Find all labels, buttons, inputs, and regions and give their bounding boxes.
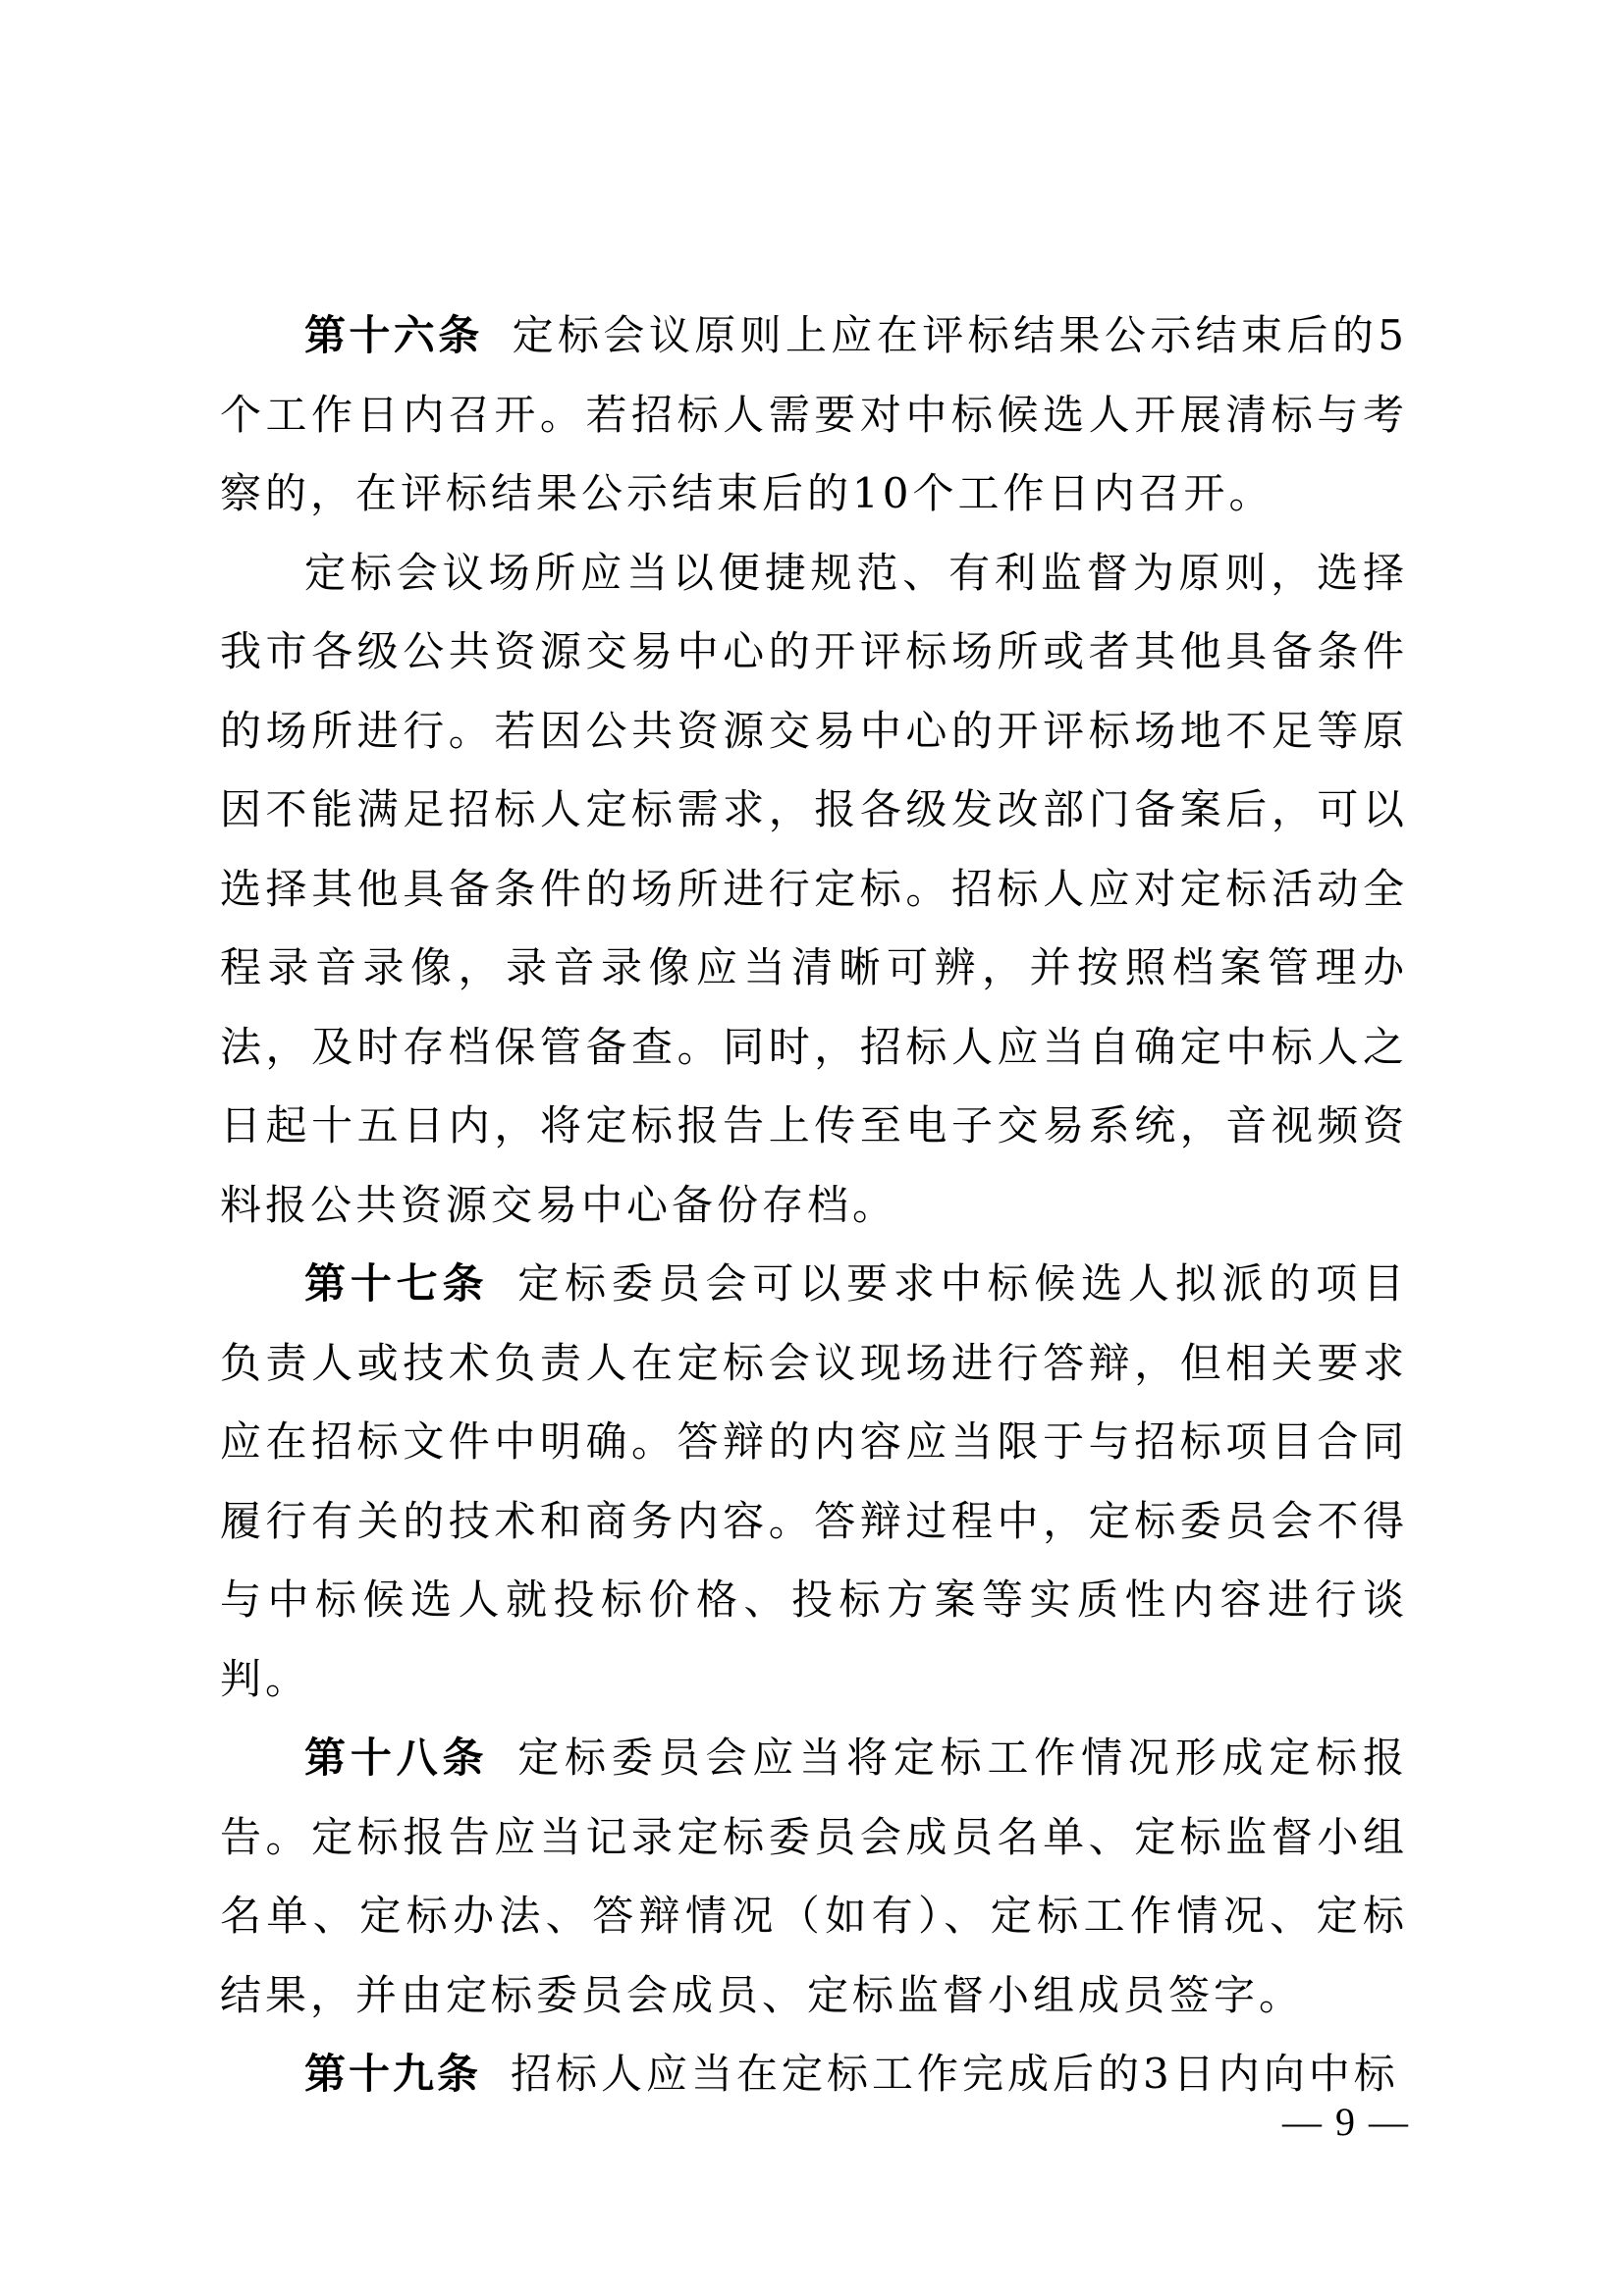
- article-19-text: 招标人应当在定标工作完成后的3日内向中标: [511, 2050, 1399, 2098]
- article-16-continuation-text: 定标会议场所应当以便捷规范、有利监督为原则，选择我市各级公共资源交易中心的开评标场所或者其他具备条件的场所进行。若因公共资源交易中心的开评标场地不足等原因不能满足招标人定标需求，报各级发改部门备案后，可以选择其他具备条件的场所进行定标。招标人应对定标活动全程录音录像，录音录像应当清晰可辨，并按照档案管理办法，及时存档保管备查。同时，招标人应当自确定中标人之日起十五日内，将定标报告上传至电子交易系统，音视频资料报公共资源交易中心备份存档。: [220, 548, 1408, 1229]
- article-17-label: 第十七条: [304, 1259, 489, 1308]
- article-19-paragraph: [220, 2035, 1408, 2114]
- page-number: — 9 —: [1282, 2100, 1410, 2144]
- article-17-paragraph: [220, 1245, 1408, 1719]
- article-18-label: 第十八条: [304, 1734, 489, 1782]
- article-16-label: 第十六条: [304, 311, 483, 359]
- article-19-label: 第十九条: [304, 2050, 482, 2098]
- article-16-text: 定标会议原则上应在评标结果公示结束后的5个工作日内召开。若招标人需要对中标候选人开展清标与考察的，在评标结果公示结束后的10个工作日内召开。: [220, 311, 1408, 517]
- article-16-continuation-paragraph: [220, 534, 1408, 1246]
- article-17-text: 定标委员会可以要求中标候选人拟派的项目负责人或技术负责人在定标会议现场进行答辩，但相关要求应在招标文件中明确。答辩的内容应当限于与招标项目合同履行有关的技术和商务内容。答辩过程中，定标委员会不得与中标候选人就投标价格、投标方案等实质性内容进行谈判。: [220, 1259, 1408, 1703]
- article-18-paragraph: [220, 1719, 1408, 2035]
- document-body: [220, 296, 1408, 2114]
- article-16-paragraph: [220, 296, 1408, 534]
- article-18-text: 定标委员会应当将定标工作情况形成定标报告。定标报告应当记录定标委员会成员名单、定标监督小组名单、定标办法、答辩情况（如有）、定标工作情况、定标结果，并由定标委员会成员、定标监督小组成员签字。: [220, 1734, 1408, 2019]
